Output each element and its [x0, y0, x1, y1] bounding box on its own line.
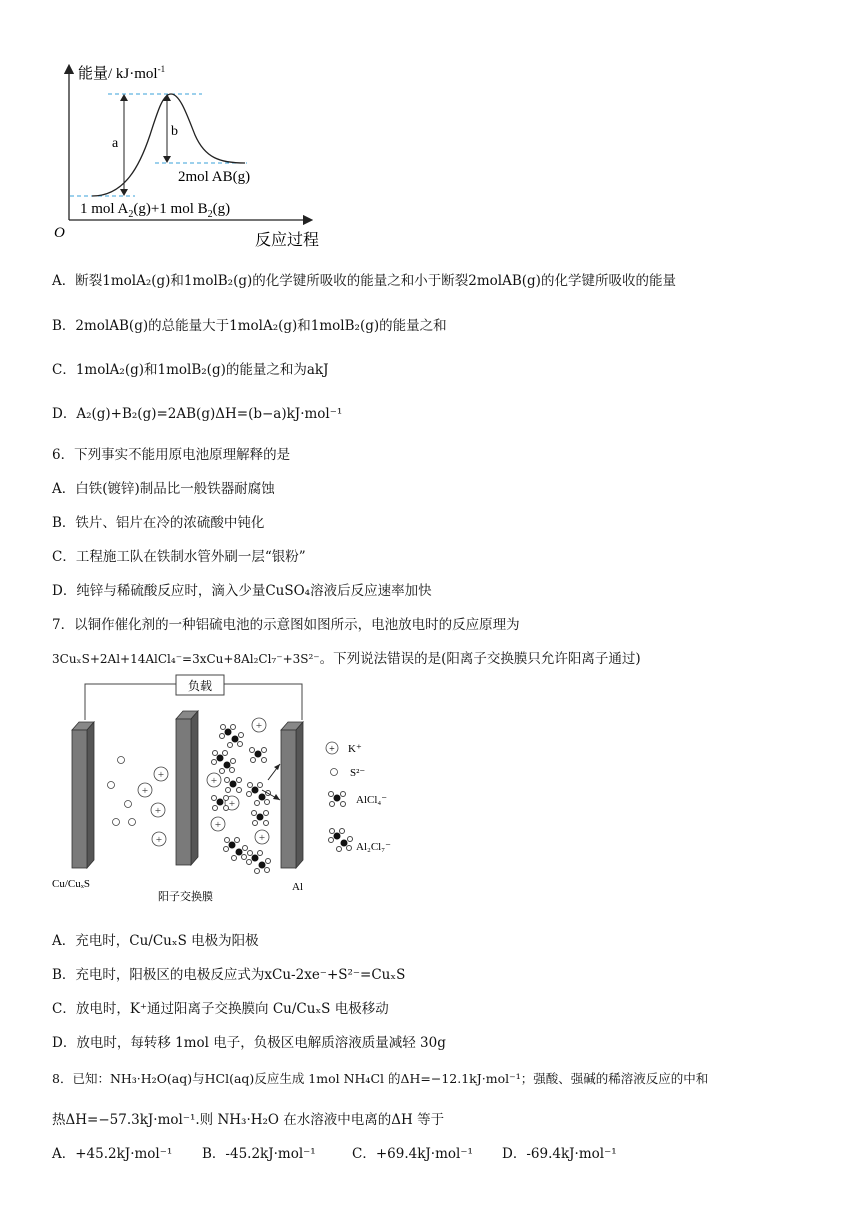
- legend-alcl4: AlCl₄⁻: [356, 794, 388, 806]
- q6-option-b: B．铁片、铝片在冷的浓硫酸中钝化: [52, 515, 265, 531]
- q5-option-c: C．1molA₂(g)和1molB₂(g)的能量之和为akJ: [52, 362, 329, 378]
- svg-text:+: +: [258, 832, 266, 844]
- q8-option-d: D．-69.4kJ·mol⁻¹: [502, 1146, 617, 1162]
- svg-text:+: +: [154, 805, 162, 817]
- load-label: 负载: [187, 679, 213, 693]
- q8-option-c: C．+69.4kJ·mol⁻¹: [352, 1146, 473, 1162]
- legend-al2cl7: Al₂Cl₇⁻: [356, 841, 391, 853]
- q7-equation-line: 3CuₓS+2Al+14AlCl₄⁻=3xCu+8Al₂Cl₇⁻+3S²⁻。下列说法错误的是(阳离子交换膜只允许阳离子通过): [52, 651, 641, 667]
- q6-option-c: C．工程施工队在铁制水管外刷一层“银粉”: [52, 549, 306, 565]
- q6-stem: 6．下列事实不能用原电池原理解释的是: [52, 447, 291, 463]
- q6-option-a: A．白铁(镀锌)制品比一般铁器耐腐蚀: [52, 481, 275, 497]
- q7-option-b: B．充电时，阳极区的电极反应式为xCu-2xe⁻+S²⁻=CuₓS: [52, 967, 406, 983]
- q7-option-c: C．放电时，K⁺通过阳离子交换膜向 Cu/CuₓS 电极移动: [52, 1001, 389, 1017]
- energy-diagram: [50, 55, 350, 255]
- svg-text:+: +: [214, 819, 222, 831]
- q7-option-a: A．充电时，Cu/CuₓS 电极为阳极: [52, 933, 259, 949]
- svg-text:+: +: [155, 834, 163, 846]
- legend-s2: S²⁻: [350, 767, 366, 779]
- s2-ions-left: [108, 757, 136, 826]
- q8-option-b: B．-45.2kJ·mol⁻¹: [202, 1146, 316, 1162]
- left-electrode-plate: [72, 722, 94, 868]
- battery-diagram: [48, 672, 408, 907]
- label-a: a: [112, 136, 119, 151]
- membrane-label: 阳子交换膜: [158, 891, 213, 903]
- svg-text:+: +: [210, 775, 218, 787]
- q8-options: [52, 1142, 617, 1162]
- left-electrode-label: Cu/CuₓS: [52, 878, 91, 890]
- legend: [326, 742, 391, 853]
- q6-option-d: D．纯锌与稀硫酸反应时，滴入少量CuSO₄溶液后反应速率加快: [52, 583, 432, 599]
- y-axis-label: 能量/ kJ·mol$^{-1}$: [78, 64, 166, 82]
- legend-k: K⁺: [348, 743, 362, 755]
- svg-text:+: +: [157, 769, 165, 781]
- q5-option-a: A．断裂1molA₂(g)和1molB₂(g)的化学键所吸收的能量之和小于断裂2molAB(g)的化学键所吸收的能量: [52, 273, 676, 289]
- origin-label: O: [54, 225, 65, 241]
- membrane-plate: [176, 711, 198, 865]
- svg-text:+: +: [329, 744, 335, 755]
- product-label: 2mol AB(g): [178, 169, 251, 185]
- svg-text:+: +: [255, 720, 263, 732]
- svg-text:+: +: [228, 798, 236, 810]
- q7-option-d: D．放电时，每转移 1mol 电子，负极区电解质溶液质量减轻 30g: [52, 1035, 446, 1051]
- q5-option-b: B．2molAB(g)的总能量大于1molA₂(g)和1molB₂(g)的能量之和: [52, 318, 447, 334]
- q5-option-d: D．A₂(g)+B₂(g)=2AB(g)ΔH=(b−a)kJ·mol⁻¹: [52, 406, 343, 422]
- q8-option-a: A．+45.2kJ·mol⁻¹: [52, 1146, 173, 1162]
- q8-stem-line1: 8．已知：NH₃·H₂O(aq)与HCl(aq)反应生成 1mol NH₄Cl 的ΔH=−12.1kJ·mol⁻¹；强酸、强碱的稀溶液反应的中和: [52, 1071, 709, 1086]
- q8-stem-line2: 热ΔH=−57.3kJ·mol⁻¹.则 NH₃·H₂O 在水溶液中电离的ΔH 等于: [52, 1112, 445, 1128]
- right-electrode-label: Al: [292, 881, 303, 893]
- q7-equation: 3CuₓS+2Al+14AlCl₄⁻=3xCu+8Al₂Cl₇⁻+3S²⁻: [52, 652, 320, 666]
- right-electrode-plate: [281, 722, 303, 868]
- label-b: b: [171, 124, 178, 139]
- x-axis-label: 反应过程: [255, 232, 320, 249]
- reactant-label: 1 mol $A_2(g)+1$ mol $B_2(g)$: [80, 201, 231, 220]
- q7-stem: 7．以铜作催化剂的一种铝硫电池的示意图如图所示，电池放电时的反应原理为: [52, 617, 520, 633]
- svg-text:+: +: [141, 785, 149, 797]
